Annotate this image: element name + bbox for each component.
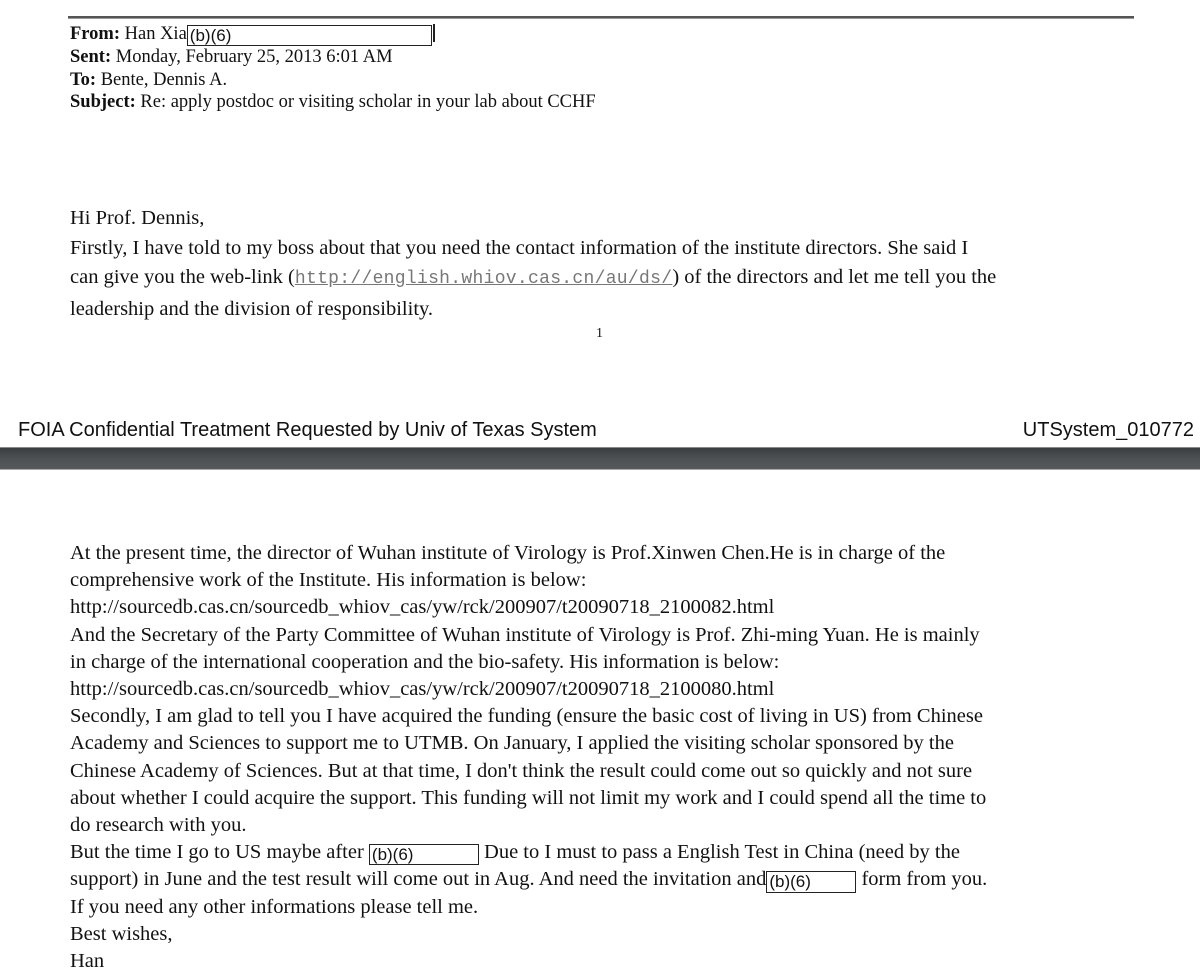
- text-fragment: can give you the web-link (: [70, 266, 295, 288]
- foia-footer-text: FOIA Confidential Treatment Requested by Univ of Texas System: [18, 419, 597, 441]
- paragraph-line: And the Secretary of the Party Committee of Wuhan institute of Virology is Prof. Zhi-ming Yuan. He is mainly: [70, 623, 980, 646]
- redaction-tail-mark: [433, 24, 435, 42]
- to-value: Bente, Dennis A.: [100, 69, 228, 90]
- header-rule: [68, 16, 1134, 19]
- redaction-box: (b)(6): [187, 25, 432, 46]
- to-label: To:: [70, 69, 97, 90]
- paragraph-line: Firstly, I have told to my boss about that you need the contact information of the institute directors. She said I: [70, 236, 969, 259]
- url-line: http://sourcedb.cas.cn/sourcedb_whiov_cas/yw/rck/200907/t20090718_2100080.html: [70, 678, 775, 701]
- sent-value: Monday, February 25, 2013 6:01 AM: [115, 47, 393, 67]
- paragraph-line: comprehensive work of the Institute. His information is below:: [70, 569, 587, 592]
- text-fragment: Due to I must to pass a English Test in China (need by the: [478, 841, 960, 864]
- text-fragment: But the time I go to US maybe after: [70, 841, 369, 864]
- text-fragment: ) of the directors and let me tell you the: [672, 266, 997, 288]
- from-value: Han Xia: [124, 24, 187, 44]
- directors-weblink[interactable]: http://english.whiov.cas.cn/au/ds/: [294, 269, 673, 289]
- paragraph-line: If you need any other informations please tell me.: [70, 895, 479, 918]
- from-label: From:: [70, 24, 120, 44]
- subject-line: [70, 91, 596, 114]
- bates-number: UTSystem_010772: [1022, 419, 1194, 441]
- from-line: [70, 23, 596, 46]
- paragraph-line: do research with you.: [70, 814, 247, 837]
- redaction-box: (b)(6): [766, 871, 856, 893]
- subject-value: Re: apply postdoc or visiting scholar in your lab about CCHF: [140, 92, 596, 112]
- page-separator-bar: [0, 447, 1200, 470]
- paragraph-line: in charge of the international cooperation and the bio-safety. His information is below:: [70, 650, 780, 673]
- text-fragment: support) in June and the test result will come out in Aug. And need the invitation and: [70, 868, 767, 891]
- page-number: 1: [596, 326, 603, 341]
- paragraph-line: about whether I could acquire the support. This funding will not limit my work and I could spend all the time to: [70, 786, 987, 809]
- email-body-part2: [70, 540, 1170, 975]
- paragraph-line: [70, 839, 1170, 866]
- paragraph-line: Academy and Sciences to support me to UTMB. On January, I applied the visiting scholar sponsored by the: [70, 732, 954, 755]
- to-line: [70, 69, 596, 92]
- signature: Han: [70, 950, 105, 973]
- text-fragment: form from you.: [856, 868, 988, 891]
- paragraph-line: leadership and the division of responsibility.: [70, 297, 434, 320]
- paragraph-line: Secondly, I am glad to tell you I have acquired the funding (ensure the basic cost of living in US) from Chinese: [70, 705, 983, 728]
- sign-off: Best wishes,: [70, 922, 173, 945]
- sent-line: [70, 46, 596, 69]
- paragraph-line: [70, 263, 1150, 295]
- paragraph-line: [70, 866, 1170, 893]
- email-header: [70, 23, 596, 114]
- email-body-part1: [70, 204, 1150, 324]
- document-page-1: [0, 0, 1200, 447]
- sent-label: Sent:: [70, 47, 112, 67]
- subject-label: Subject:: [70, 92, 136, 112]
- greeting: Hi Prof. Dennis,: [70, 207, 205, 229]
- paragraph-line: At the present time, the director of Wuhan institute of Virology is Prof.Xinwen Chen.He is in charge of the: [70, 542, 946, 564]
- paragraph-line: Chinese Academy of Sciences. But at that time, I don't think the result could come out so quickly and not sure: [70, 759, 973, 782]
- url-line: http://sourcedb.cas.cn/sourcedb_whiov_cas/yw/rck/200907/t20090718_2100082.html: [70, 596, 775, 619]
- redaction-box: (b)(6): [369, 844, 479, 865]
